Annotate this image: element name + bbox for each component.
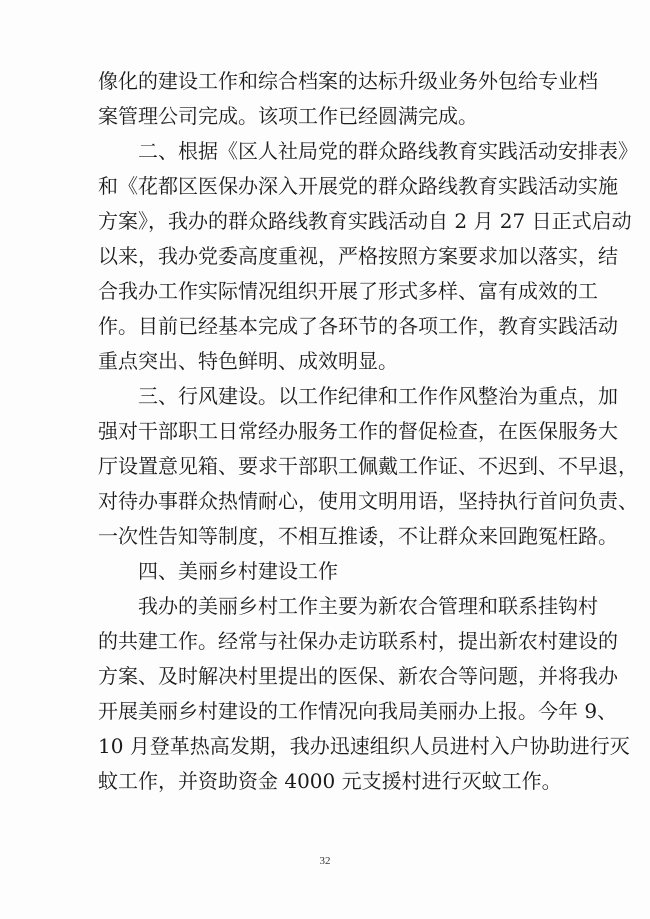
- document-body: [98, 64, 638, 799]
- text-line: 我办的美丽乡村工作主要为新农合管理和联系挂钩村: [138, 594, 598, 618]
- text-line: 四、美丽乡村建设工作: [138, 559, 338, 583]
- text-line: 方案》，我办的群众路线教育实践活动自 2 月 27 日正式启动: [98, 209, 632, 233]
- text-line: 和《花都区医保办深入开展党的群众路线教育实践活动实施: [98, 174, 618, 198]
- text-line: 强对干部职工日常经办服务工作的督促检查，在医保服务大: [98, 419, 618, 443]
- text-line: 三、行风建设。以工作纪律和工作作风整治为重点，加: [138, 384, 618, 408]
- text-line: 对待办事群众热情耐心，使用文明用语，坚持执行首问负责、: [98, 489, 638, 513]
- text-line: 10 月登革热高发期，我办迅速组织人员进村入户协助进行灭: [98, 734, 630, 758]
- text-line: 像化的建设工作和综合档案的达标升级业务外包给专业档: [98, 69, 598, 93]
- text-line: 作。目前已经基本完成了各环节的各项工作，教育实践活动: [98, 314, 618, 338]
- text-line: 一次性告知等制度，不相互推诿，不让群众来回跑冤枉路。: [98, 524, 618, 548]
- text-line: 方案、及时解决村里提出的医保、新农合等问题，并将我办: [98, 664, 618, 688]
- page-number: 32: [319, 855, 331, 867]
- text-line: 案管理公司完成。该项工作已经圆满完成。: [98, 104, 478, 128]
- text-line: 厅设置意见箱、要求干部职工佩戴工作证、不迟到、不早退，: [98, 454, 638, 478]
- text-line: 重点突出、特色鲜明、成效明显。: [98, 349, 398, 373]
- text-line: 合我办工作实际情况组织开展了形式多样、富有成效的工: [98, 279, 598, 303]
- text-line: 以来，我办党委高度重视，严格按照方案要求加以落实，结: [98, 244, 618, 268]
- text-line: 的共建工作。经常与社保办走访联系村，提出新农村建设的: [98, 629, 618, 653]
- text-line: 蚊工作，并资助资金 4000 元支援村进行灭蚊工作。: [98, 769, 562, 793]
- text-line: 开展美丽乡村建设的工作情况向我局美丽办上报。今年 9、: [98, 699, 618, 723]
- text-line: 二、根据《区人社局党的群众路线教育实践活动安排表》: [138, 139, 638, 163]
